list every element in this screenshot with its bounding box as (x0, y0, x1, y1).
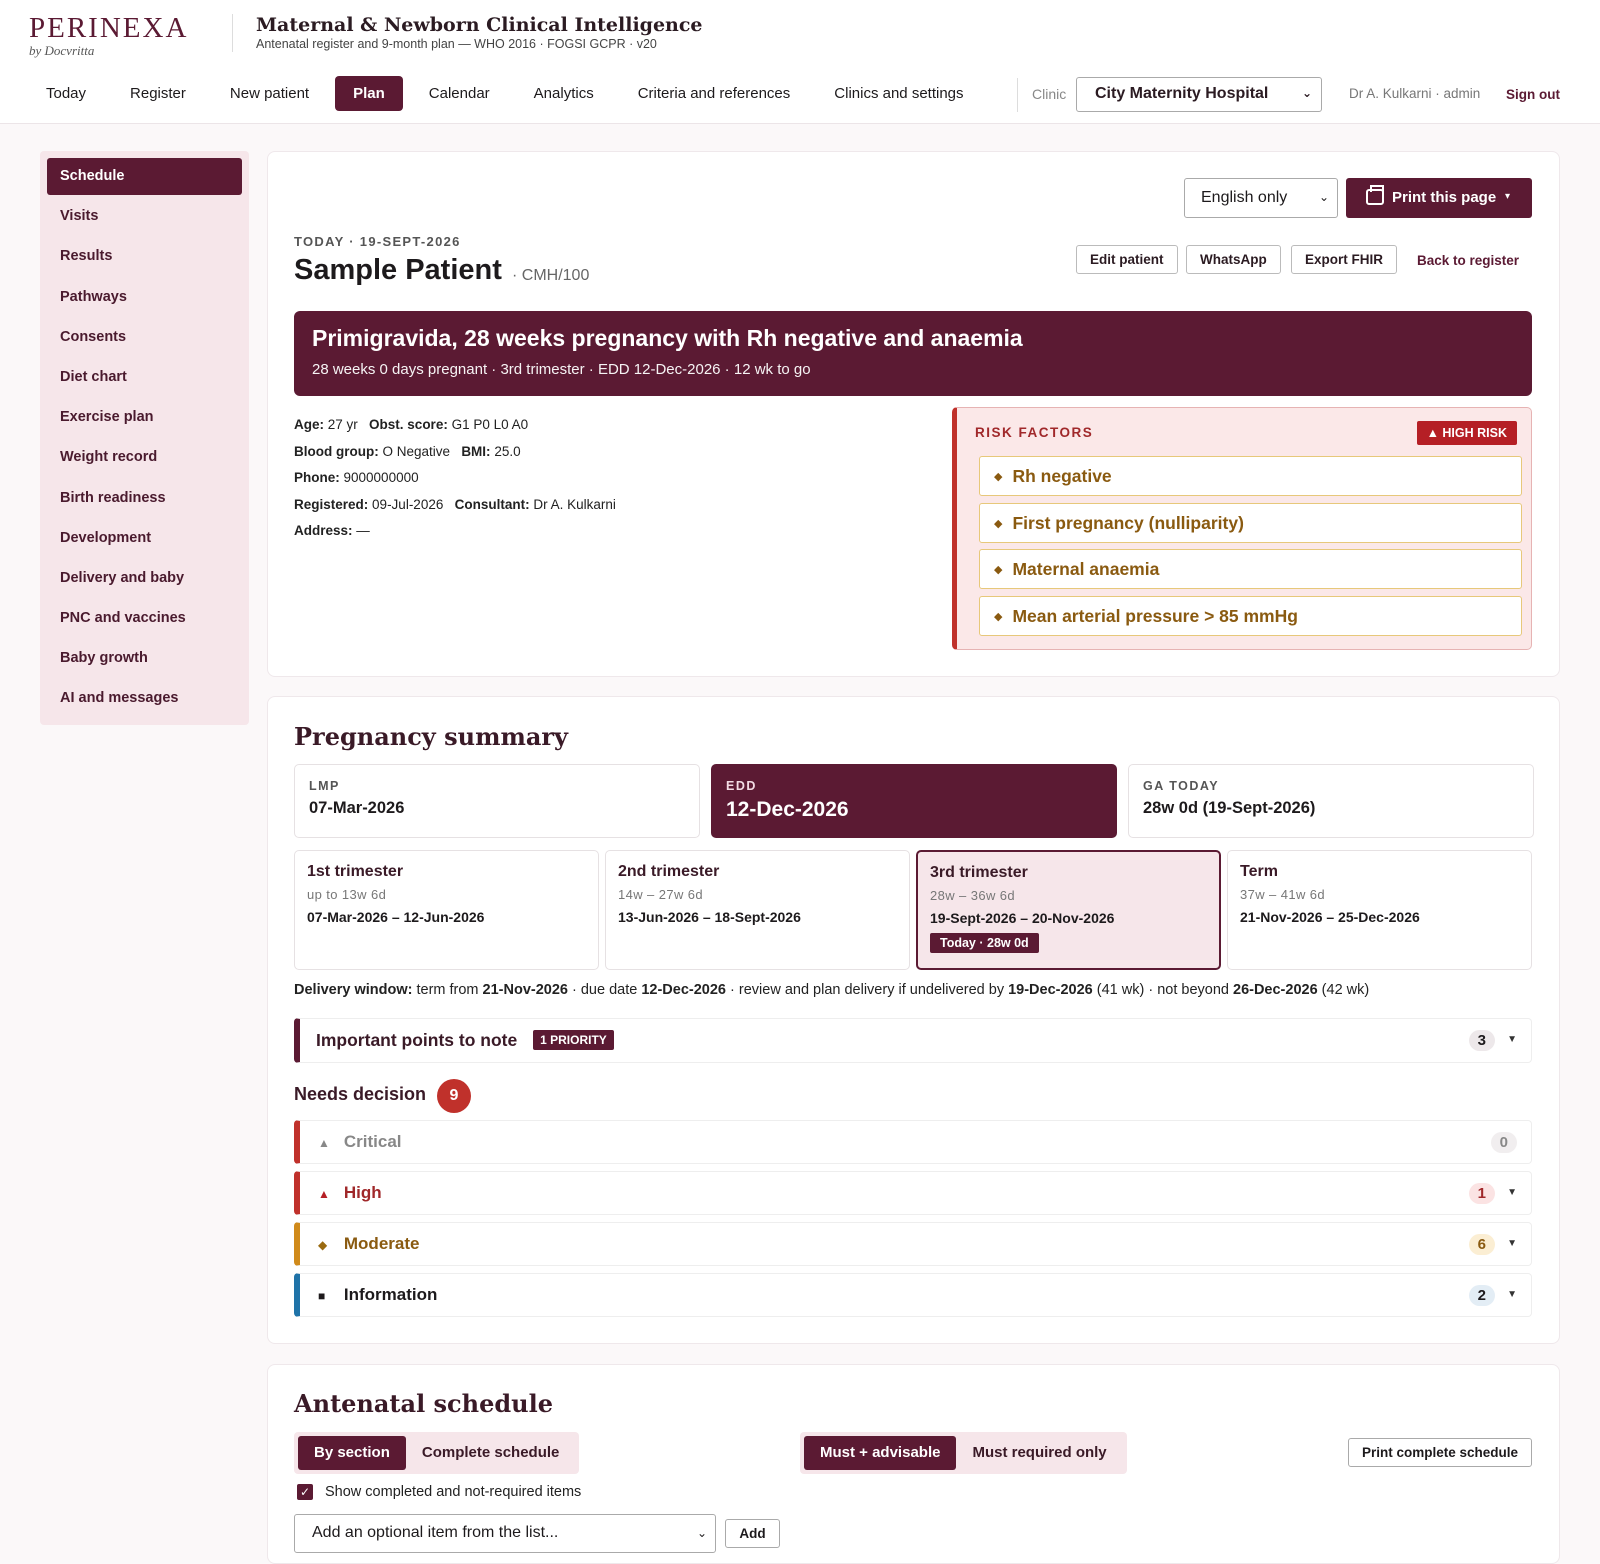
risk-item (979, 503, 1522, 543)
tab-by-section[interactable]: By section (298, 1436, 406, 1470)
risk-factors-panel (952, 407, 1532, 650)
add-button[interactable]: Add (725, 1519, 780, 1548)
edd-box (711, 764, 1117, 838)
tab-complete-schedule[interactable]: Complete schedule (421, 1444, 560, 1461)
whatsapp-button[interactable]: WhatsApp (1186, 245, 1281, 274)
chevron-down-icon: ⌄ (696, 1526, 707, 1540)
decision-row-high[interactable] (294, 1171, 1532, 1215)
count-badge: 2 (1469, 1285, 1495, 1306)
ga-today-box (1128, 764, 1534, 838)
language-select[interactable] (1184, 178, 1338, 218)
app-title: Maternal & Newborn Clinical Intelligence (256, 14, 703, 36)
diagnosis-title: Primigravida, 28 weeks pregnancy with Rh negative and anaemia (312, 325, 1023, 351)
show-completed-checkbox[interactable] (297, 1484, 313, 1500)
sidebar-item-consents[interactable]: Consents (60, 328, 127, 345)
delivery-text: (41 wk) · not beyond (1092, 982, 1233, 998)
show-completed-label: Show completed and not-required items (325, 1484, 582, 1500)
nav-clinics-settings[interactable]: Clinics and settings (834, 85, 964, 102)
patient-id: · CMH/100 (512, 267, 590, 284)
sign-out-link[interactable]: Sign out (1506, 87, 1560, 102)
delivery-text: · due date (567, 982, 642, 998)
ga-label: GA TODAY (1143, 779, 1220, 793)
review-date: 19-Dec-2026 (1008, 982, 1093, 998)
trimester-dates: 21-Nov-2026 – 25-Dec-2026 (1240, 909, 1420, 925)
important-points-title: Important points to note (316, 1030, 518, 1050)
print-page-button[interactable] (1346, 178, 1532, 218)
trimester-range: up to 13w 6d (307, 887, 387, 902)
trimester-name: 3rd trimester (930, 864, 1028, 881)
risk-item-label: Rh negative (1012, 466, 1112, 486)
caret-down-icon: ▼ (1507, 1289, 1517, 1300)
edd-label: EDD (726, 779, 757, 793)
trimester-dates: 19-Sept-2026 – 20-Nov-2026 (930, 910, 1115, 926)
diamond-icon: ◆ (994, 518, 1003, 530)
important-points-row[interactable] (294, 1018, 1532, 1063)
priority-badge: 1 PRIORITY (533, 1030, 614, 1050)
details-row (294, 412, 616, 439)
trimester-name: 1st trimester (307, 863, 404, 880)
sidebar-item-pnc-vaccines[interactable]: PNC and vaccines (60, 610, 186, 627)
chevron-down-icon: ⌄ (1318, 190, 1329, 204)
nav-plan[interactable]: Plan (335, 76, 403, 111)
sidebar-item-baby-growth[interactable]: Baby growth (60, 650, 148, 667)
phone-label: Phone: (294, 470, 340, 485)
limit-date: 26-Dec-2026 (1233, 982, 1318, 998)
nav-new-patient[interactable]: New patient (229, 85, 310, 102)
trimester-name: Term (1240, 863, 1278, 880)
sidebar-item-schedule[interactable]: Schedule (47, 158, 242, 195)
optional-item-select[interactable] (294, 1514, 716, 1553)
top-bar (0, 0, 1600, 124)
brand-byline: by Docvritta (29, 43, 95, 58)
delivery-text: · review and plan delivery if undelivered by (726, 982, 1009, 998)
lmp-box (294, 764, 700, 838)
address-value: — (356, 523, 370, 538)
risk-item-label: First pregnancy (nulliparity) (1012, 513, 1244, 533)
brand-name: PERINEXA (29, 12, 189, 44)
obst-value: G1 P0 L0 A0 (451, 417, 529, 432)
today-badge: Today · 28w 0d (930, 933, 1039, 953)
dropdown-icon: ▾ (1504, 191, 1510, 202)
count-badge: 0 (1491, 1132, 1517, 1153)
count-badge: 6 (1469, 1234, 1495, 1255)
trimester-range: 28w – 36w 6d (930, 888, 1016, 903)
square-icon: ■ (318, 1289, 326, 1303)
risk-item (979, 549, 1522, 589)
decision-label: Critical (343, 1132, 402, 1151)
sidebar-item-development[interactable]: Development (60, 529, 152, 546)
trimester-dates: 07-Mar-2026 – 12-Jun-2026 (307, 909, 485, 925)
details-row (294, 465, 616, 492)
trimester-card-term (1227, 850, 1532, 970)
export-fhir-button[interactable]: Export FHIR (1291, 245, 1397, 274)
risk-item (979, 456, 1522, 496)
details-row (294, 518, 616, 545)
consultant-value: Dr A. Kulkarni (533, 496, 616, 512)
sidebar-item-delivery-baby[interactable]: Delivery and baby (60, 569, 185, 586)
filter-toggle (800, 1432, 1127, 1474)
phone-value: 9000000000 (343, 470, 419, 485)
triangle-icon: ▲ (318, 1136, 330, 1150)
sidebar (40, 151, 249, 725)
sidebar-item-weight-record[interactable]: Weight record (60, 449, 158, 466)
nav-register[interactable]: Register (130, 85, 186, 102)
user-label: Dr A. Kulkarni · admin (1349, 86, 1481, 101)
caret-down-icon: ▼ (1507, 1034, 1517, 1045)
back-to-register-link[interactable]: Back to register (1417, 253, 1520, 268)
delivery-text: (42 wk) (1317, 982, 1370, 998)
risk-factors-title: RISK FACTORS (975, 425, 1094, 440)
registered-label: Registered: (294, 496, 369, 512)
print-page-label: Print this page (1392, 189, 1497, 206)
nav-calendar[interactable]: Calendar (428, 85, 490, 102)
antenatal-schedule-title: Antenatal schedule (294, 1389, 553, 1418)
trimester-card-2 (605, 850, 910, 970)
chevron-down-icon: ⌄ (1301, 86, 1312, 100)
optional-item-placeholder: Add an optional item from the list... (312, 1524, 559, 1541)
due-date: 12-Dec-2026 (641, 982, 726, 998)
details-row (294, 492, 616, 519)
age-value: 27 yr (327, 417, 358, 432)
count-badge: 1 (1469, 1183, 1495, 1204)
clinic-label: Clinic (1032, 86, 1067, 102)
diamond-icon: ◆ (318, 1238, 328, 1252)
bmi-label: BMI: (461, 443, 491, 459)
address-label: Address: (294, 523, 353, 538)
divider (232, 14, 233, 52)
clinic-select-value: City Maternity Hospital (1095, 85, 1269, 102)
risk-item-label: Maternal anaemia (1012, 559, 1160, 579)
printer-icon (1366, 189, 1384, 205)
patient-name: Sample Patient (294, 254, 502, 286)
sidebar-item-visits[interactable]: Visits (60, 208, 99, 225)
delivery-label: Delivery window: (294, 982, 413, 998)
delivery-window (294, 982, 1369, 998)
sidebar-item-ai-messages[interactable]: AI and messages (60, 690, 179, 707)
risk-item (979, 596, 1522, 636)
edit-patient-button[interactable]: Edit patient (1076, 245, 1178, 274)
age-label: Age: (294, 417, 324, 432)
lmp-value: 07-Mar-2026 (309, 799, 405, 817)
clinic-select[interactable] (1076, 77, 1322, 112)
count-badge: 3 (1469, 1030, 1495, 1051)
edd-value: 12-Dec-2026 (726, 798, 849, 821)
sidebar-item-exercise-plan[interactable]: Exercise plan (60, 409, 154, 426)
trimester-range: 37w – 41w 6d (1240, 887, 1326, 902)
blood-label: Blood group: (294, 443, 379, 459)
consultant-label: Consultant: (454, 496, 530, 512)
details-row (294, 439, 616, 466)
registered-value: 09-Jul-2026 (372, 496, 444, 512)
needs-decision-count: 9 (437, 1079, 471, 1113)
sidebar-item-diet-chart[interactable]: Diet chart (60, 368, 127, 385)
nav-criteria[interactable]: Criteria and references (637, 85, 791, 102)
view-toggle (294, 1432, 579, 1474)
needs-decision-title: Needs decision (294, 1084, 427, 1104)
tab-must-required-only[interactable]: Must required only (972, 1444, 1107, 1461)
delivery-text: term from (412, 982, 483, 998)
trimester-name: 2nd trimester (618, 863, 720, 880)
high-risk-badge: ▲ HIGH RISK (1417, 421, 1517, 445)
sidebar-item-pathways[interactable]: Pathways (60, 288, 127, 305)
diamond-icon: ◆ (994, 564, 1003, 576)
decision-label: High (343, 1183, 382, 1202)
trimester-card-3-current (916, 850, 1221, 970)
check-icon: ✓ (299, 1485, 311, 1499)
app-subtitle: Antenatal register and 9-month plan — WHO 2016 · FOGSI GCPR · v20 (256, 37, 657, 51)
trimester-range: 14w – 27w 6d (618, 887, 704, 902)
sidebar-item-results[interactable]: Results (60, 248, 113, 265)
tab-must-advisable[interactable]: Must + advisable (804, 1436, 956, 1470)
diamond-icon: ◆ (994, 611, 1003, 623)
print-complete-schedule-button[interactable]: Print complete schedule (1348, 1438, 1532, 1467)
risk-item-label: Mean arterial pressure > 85 mmHg (1012, 606, 1298, 626)
trimester-card-1 (294, 850, 599, 970)
diagnosis-subtitle: 28 weeks 0 days pregnant · 3rd trimester · EDD 12-Dec-2026 · 12 wk to go (312, 361, 811, 378)
decision-row-moderate[interactable] (294, 1222, 1532, 1266)
language-select-value: English only (1201, 189, 1288, 206)
nav-analytics[interactable]: Analytics (533, 85, 594, 102)
bmi-value: 25.0 (494, 443, 521, 459)
divider (1017, 78, 1018, 112)
obst-label: Obst. score: (369, 417, 448, 432)
pregnancy-summary-title: Pregnancy summary (294, 722, 568, 751)
today-date-label: TODAY · 19-SEPT-2026 (294, 234, 461, 249)
decision-row-information[interactable] (294, 1273, 1532, 1317)
triangle-icon: ▲ (318, 1187, 330, 1201)
blood-value: O Negative (382, 443, 451, 459)
term-date: 21-Nov-2026 (482, 982, 568, 998)
decision-label: Moderate (343, 1234, 420, 1253)
caret-down-icon: ▼ (1507, 1238, 1517, 1249)
ga-value: 28w 0d (19-Sept-2026) (1143, 799, 1316, 817)
decision-label: Information (343, 1285, 438, 1304)
patient-details (294, 412, 616, 545)
diagnosis-banner (294, 311, 1532, 396)
lmp-label: LMP (309, 779, 340, 793)
trimester-dates: 13-Jun-2026 – 18-Sept-2026 (618, 909, 801, 925)
app-title-block (256, 14, 703, 51)
sidebar-item-birth-readiness[interactable]: Birth readiness (60, 489, 166, 506)
caret-down-icon: ▼ (1507, 1187, 1517, 1198)
brand-logo[interactable] (29, 12, 188, 59)
decision-row-critical[interactable] (294, 1120, 1532, 1164)
diamond-icon: ◆ (994, 471, 1003, 483)
nav-today[interactable]: Today (46, 85, 87, 102)
main-nav (28, 76, 990, 111)
